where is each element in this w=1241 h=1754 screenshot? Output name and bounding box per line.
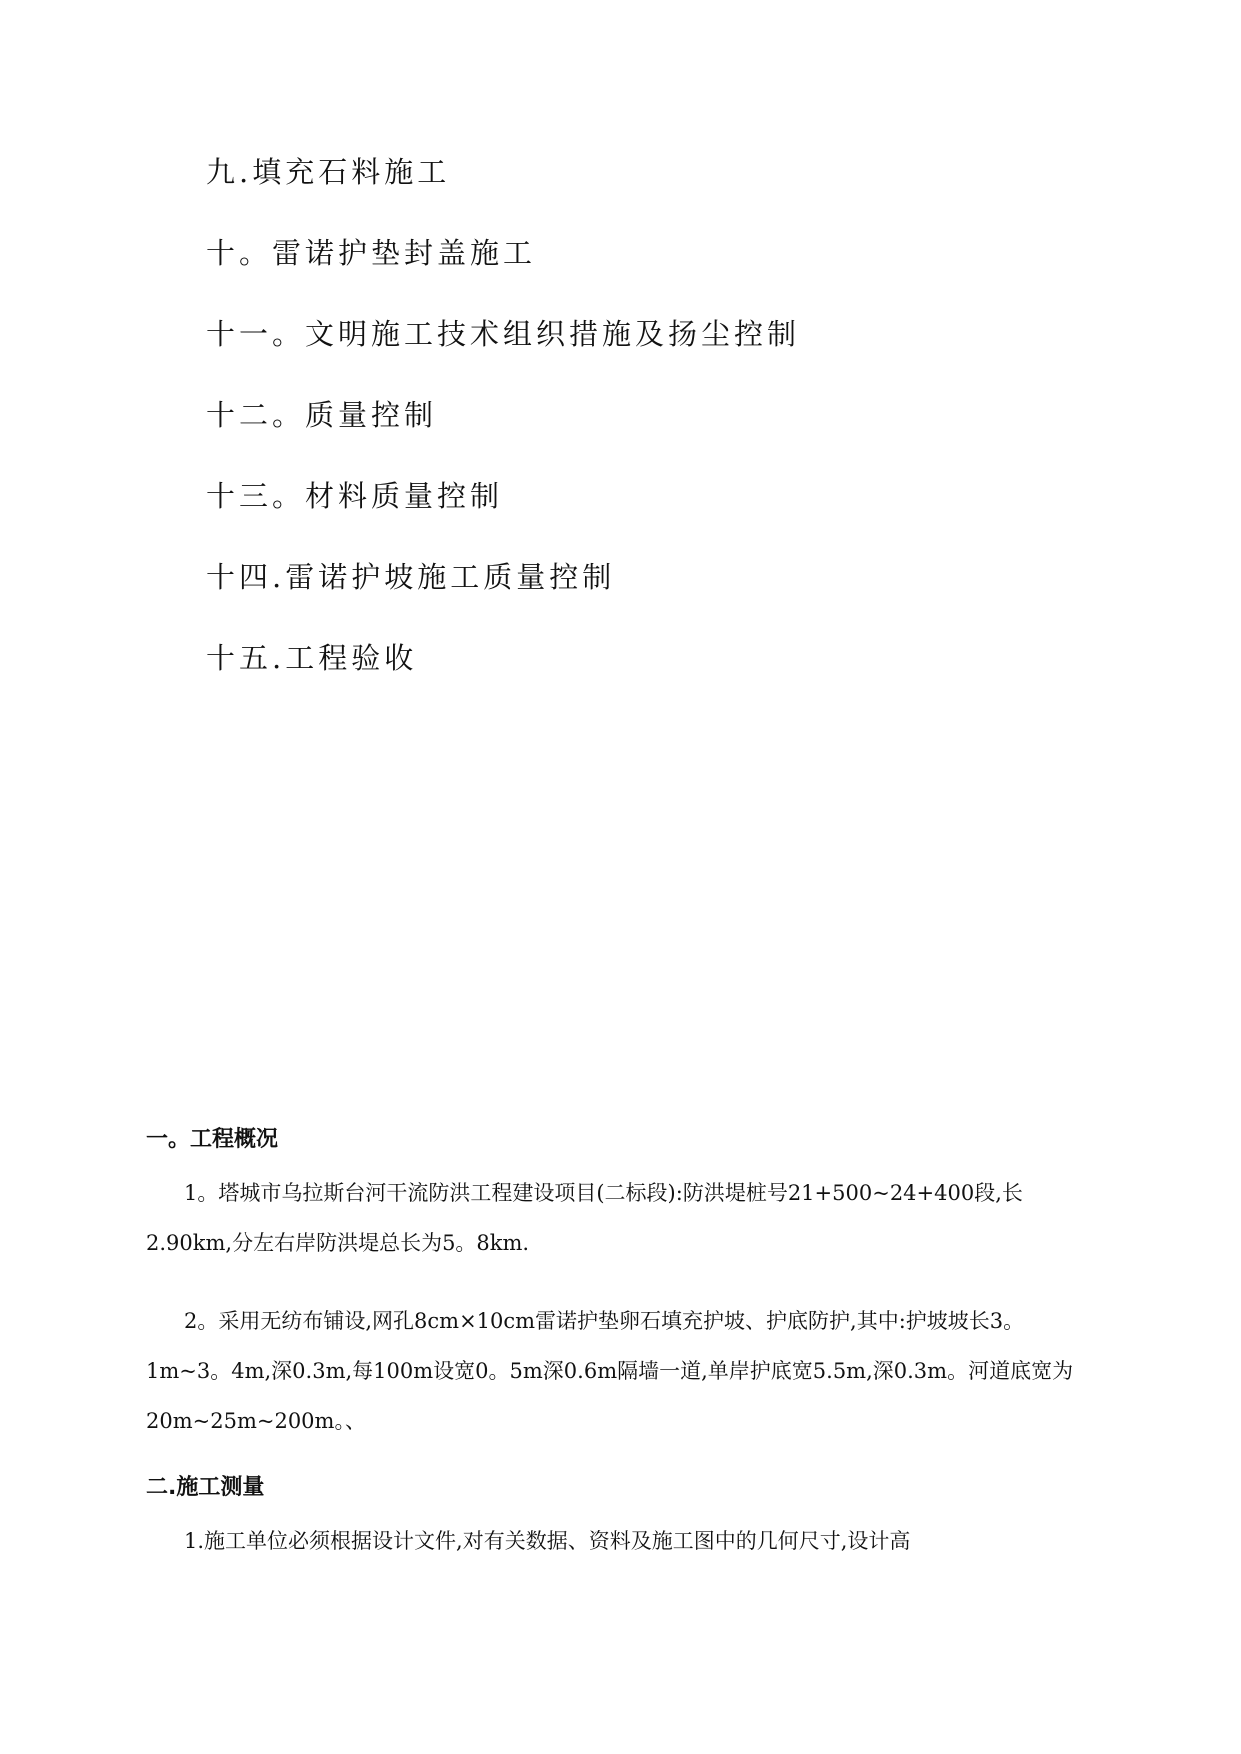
paragraph: 1.施工单位必须根据设计文件,对有关数据、资料及施工图中的几何尺寸,设计高 — [184, 1529, 911, 1553]
table-of-contents — [206, 150, 800, 717]
section-heading: 二.施工测量 — [146, 1475, 265, 1500]
paragraph: 1。塔城市乌拉斯台河干流防洪工程建设项目(二标段):防洪堤桩号21+500~24+400段,长2.90km,分左右岸防洪堤总长为5。8km. — [146, 1181, 1023, 1255]
paragraph: 2。采用无纺布铺设,网孔8cm×10cm雷诺护垫卵石填充护坡、护底防护,其中:护坡坡长3。1m~3。4m,深0.3m,每100m设宽0。5m深0.6m隔墙一道,单岸护底宽5.5m,深0.3m。河道底宽为20m~25m~200m。、 — [146, 1309, 1074, 1433]
section-heading: 一。工程概况 — [146, 1127, 279, 1152]
toc-item: 九.填充石料施工 — [206, 155, 451, 189]
toc-item: 十三。材料质量控制 — [206, 479, 504, 513]
toc-item: 十五.工程验收 — [206, 641, 418, 675]
toc-item: 十二。质量控制 — [206, 398, 438, 432]
toc-item: 十四.雷诺护坡施工质量控制 — [206, 560, 616, 594]
toc-item: 十。雷诺护垫封盖施工 — [206, 236, 537, 270]
toc-item: 十一。文明施工技术组织措施及扬尘控制 — [206, 317, 801, 351]
